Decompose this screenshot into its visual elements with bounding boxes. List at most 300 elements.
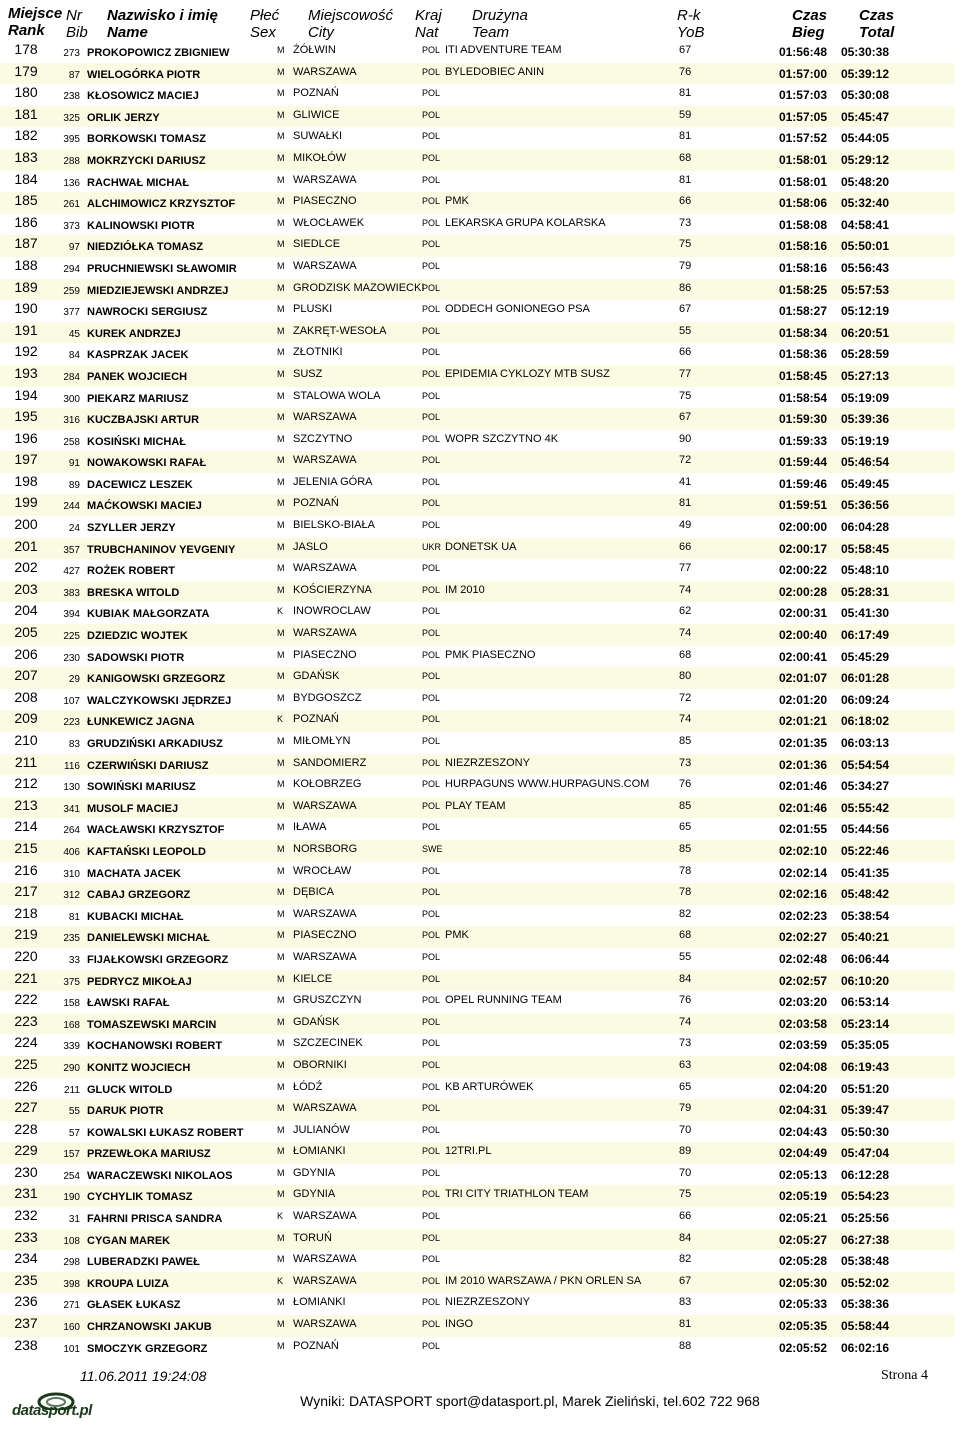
cell-bieg: 02:03:59 [778, 1038, 827, 1053]
cell-bieg: 02:04:20 [778, 1081, 827, 1096]
cell-city: BIELSKO-BIAŁA [293, 519, 375, 532]
cell-rank: 208 [14, 688, 38, 705]
cell-rank: 196 [14, 429, 38, 446]
cell-nat: POL [422, 66, 441, 77]
cell-bib: 130 [63, 782, 80, 794]
cell-nat: POL [422, 584, 441, 595]
header-total: Czas Total [859, 7, 895, 41]
cell-yob: 78 [679, 886, 692, 899]
cell-team: NIEZRZESZONY [445, 1296, 530, 1309]
cell-nat: POL [422, 1232, 441, 1243]
cell-sex: M [277, 1254, 285, 1265]
header-team: Drużyna Team [472, 7, 528, 41]
cell-city: ZŁOTNIKI [293, 346, 343, 359]
cell-sex: M [277, 196, 285, 207]
cell-bieg: 02:01:36 [778, 757, 827, 772]
cell-city: GDYNIA [293, 1188, 336, 1201]
cell-name: CABAJ GRZEGORZ [87, 889, 191, 902]
cell-nat: POL [422, 1081, 441, 1092]
cell-bib: 55 [68, 1106, 80, 1118]
cell-nat: POL [422, 109, 441, 120]
cell-total: 05:19:19 [840, 433, 889, 448]
cell-sex: M [277, 671, 285, 682]
cell-team: DONETSK UA [445, 540, 517, 553]
cell-bib: 254 [63, 1170, 80, 1182]
cell-sex: M [277, 282, 285, 293]
cell-name: KONITZ WOJCIECH [87, 1061, 191, 1074]
cell-bieg: 01:57:05 [778, 109, 827, 124]
cell-name: DZIEDZIC WOJTEK [87, 630, 188, 643]
cell-nat: POL [422, 1103, 441, 1114]
cell-name: PROKOPOWICZ ZBIGNIEW [87, 47, 230, 59]
table-row [0, 63, 955, 85]
footer-datetime: 11.06.2011 19:24:08 [80, 1368, 207, 1384]
cell-total: 05:52:02 [840, 1275, 889, 1290]
cell-bib: 235 [63, 933, 80, 945]
cell-team: KB ARTURÓWEK [445, 1080, 534, 1093]
cell-sex: M [277, 174, 285, 185]
cell-bieg: 02:02:27 [778, 930, 827, 945]
cell-yob: 72 [679, 691, 692, 704]
table-row [0, 1337, 955, 1359]
cell-rank: 228 [14, 1120, 38, 1137]
cell-yob: 77 [679, 367, 692, 380]
cell-nat: POL [422, 498, 441, 509]
cell-name: MAĆKOWSKI MACIEJ [87, 500, 202, 513]
cell-name: PRZEWŁOKA MARIUSZ [87, 1148, 211, 1161]
cell-name: ŁAWSKI RAFAŁ [87, 997, 170, 1010]
cell-bieg: 02:04:43 [778, 1124, 827, 1139]
cell-sex: M [277, 800, 285, 811]
cell-total: 05:39:47 [840, 1103, 889, 1118]
cell-name: GRUDZIŃSKI ARKADIUSZ [87, 738, 223, 750]
cell-bib: 261 [63, 199, 80, 211]
cell-sex: M [277, 865, 285, 876]
cell-city: PIASECZNO [293, 648, 357, 661]
cell-team: BYLEDOBIEC ANIN [445, 65, 545, 78]
cell-city: JULIANÓW [293, 1123, 350, 1136]
cell-total: 06:10:20 [840, 973, 889, 988]
cell-city: ZAKRĘT-WESOŁA [293, 324, 387, 337]
cell-yob: 74 [679, 583, 692, 596]
cell-sex: K [277, 606, 284, 617]
cell-name: MACHATA JACEK [87, 867, 181, 880]
cell-name: WIELOGÓRKA PIOTR [87, 68, 201, 81]
cell-total: 05:30:08 [840, 88, 889, 103]
cell-name: DACEWICZ LESZEK [87, 478, 193, 491]
cell-bib: 87 [68, 69, 80, 81]
cell-yob: 74 [679, 627, 692, 640]
cell-nat: POL [422, 390, 441, 401]
cell-total: 05:58:45 [840, 541, 889, 556]
cell-sex: M [277, 476, 285, 487]
cell-name: PIEKARZ MARIUSZ [87, 392, 189, 405]
header-name: Nazwisko i imię Name [107, 7, 218, 41]
cell-bieg: 01:58:45 [778, 368, 827, 383]
cell-bieg: 02:05:13 [778, 1167, 827, 1182]
cell-team: HURPAGUNS WWW.HURPAGUNS.COM [445, 778, 650, 791]
cell-city: POZNAŃ [293, 497, 339, 510]
table-row [0, 602, 955, 624]
cell-city: WARSZAWA [293, 1210, 357, 1223]
cell-rank: 219 [14, 926, 38, 943]
cell-yob: 74 [679, 713, 692, 726]
cell-total: 05:55:42 [840, 800, 889, 815]
cell-sex: M [277, 1340, 285, 1351]
cell-bib: 108 [63, 1235, 80, 1247]
cell-nat: POL [422, 995, 441, 1006]
table-row [0, 106, 955, 128]
cell-total: 05:28:31 [840, 584, 889, 599]
table-row [0, 948, 955, 970]
cell-yob: 62 [679, 605, 692, 618]
cell-team: LEKARSKA GRUPA KOLARSKA [445, 216, 606, 229]
cell-rank: 193 [14, 364, 38, 381]
cell-sex: M [277, 757, 285, 768]
cell-rank: 179 [14, 62, 38, 79]
table-row [0, 1034, 955, 1056]
table-row [0, 1293, 955, 1315]
cell-team: 12TRI.PL [445, 1145, 492, 1158]
table-row [0, 300, 955, 322]
header-nat: Kraj Nat [415, 7, 442, 41]
cell-rank: 200 [14, 516, 38, 533]
cell-city: OBORNIKI [293, 1058, 347, 1071]
cell-bieg: 01:58:54 [778, 390, 827, 405]
cell-city: WARSZAWA [293, 1253, 357, 1266]
cell-team: EPIDEMIA CYKLOZY MTB SUSZ [445, 367, 610, 380]
cell-yob: 85 [679, 842, 692, 855]
cell-sex: M [277, 1189, 285, 1200]
cell-nat: POL [422, 606, 441, 617]
cell-rank: 207 [14, 667, 38, 684]
cell-sex: M [277, 88, 285, 99]
cell-yob: 75 [679, 1188, 692, 1201]
cell-team: TRI CITY TRIATHLON TEAM [445, 1188, 589, 1201]
cell-rank: 218 [14, 904, 38, 921]
cell-bieg: 01:57:52 [778, 131, 827, 146]
cell-sex: M [277, 995, 285, 1006]
cell-nat: POL [422, 368, 441, 379]
cell-city: IŁAWA [293, 821, 327, 834]
cell-team: NIEZRZESZONY [445, 756, 530, 769]
cell-total: 05:34:27 [840, 779, 889, 794]
cell-city: NORSBORG [293, 842, 358, 855]
table-row [0, 624, 955, 646]
cell-sex: M [277, 239, 285, 250]
cell-yob: 75 [679, 238, 692, 251]
table-row [0, 646, 955, 668]
cell-bib: 339 [63, 1041, 80, 1053]
cell-bib: 101 [63, 1343, 80, 1355]
cell-total: 06:09:24 [840, 692, 889, 707]
cell-yob: 84 [679, 972, 692, 985]
cell-bieg: 01:58:01 [778, 152, 827, 167]
table-row [0, 883, 955, 905]
cell-yob: 83 [679, 1296, 692, 1309]
cell-nat: POL [422, 1189, 441, 1200]
cell-sex: M [277, 541, 285, 552]
cell-bieg: 02:02:14 [778, 865, 827, 880]
cell-rank: 223 [14, 1012, 38, 1029]
cell-sex: M [277, 1016, 285, 1027]
cell-city: SUSZ [293, 367, 323, 380]
cell-bieg: 01:58:08 [778, 217, 827, 232]
cell-city: ŻÓŁWIN [293, 44, 336, 56]
table-row [0, 149, 955, 171]
cell-total: 05:29:12 [840, 152, 889, 167]
cell-bieg: 01:59:33 [778, 433, 827, 448]
cell-bib: 341 [63, 803, 80, 815]
cell-total: 05:48:42 [840, 887, 889, 902]
cell-city: SUWAŁKI [293, 130, 343, 143]
cell-bieg: 01:58:16 [778, 239, 827, 254]
cell-name: MOKRZYCKI DARIUSZ [87, 154, 206, 167]
cell-sex: M [277, 304, 285, 315]
cell-sex: M [277, 368, 285, 379]
cell-city: WARSZAWA [293, 950, 357, 963]
cell-sex: K [277, 714, 284, 725]
cell-yob: 80 [679, 670, 692, 683]
cell-name: CHRZANOWSKI JAKUB [87, 1321, 212, 1334]
cell-nat: POL [422, 1275, 441, 1286]
cell-rank: 230 [14, 1163, 38, 1180]
cell-city: DĘBICA [293, 886, 334, 899]
table-row [0, 1207, 955, 1229]
cell-bib: 294 [63, 263, 80, 275]
cell-team: IM 2010 WARSZAWA / PKN ORLEN SA [445, 1274, 642, 1287]
cell-total: 05:57:53 [840, 282, 889, 297]
cell-team: IM 2010 [445, 583, 485, 596]
cell-total: 05:48:20 [840, 174, 889, 189]
cell-total: 05:19:09 [840, 390, 889, 405]
cell-sex: M [277, 1103, 285, 1114]
cell-name: KALINOWSKI PIOTR [87, 219, 195, 232]
cell-bib: 398 [63, 1278, 80, 1290]
cell-name: NIEDZIÓŁKA TOMASZ [87, 241, 204, 254]
cell-bieg: 02:05:35 [778, 1319, 827, 1334]
cell-sex: M [277, 692, 285, 703]
cell-nat: POL [422, 1211, 441, 1222]
cell-total: 06:04:28 [840, 520, 889, 535]
cell-nat: POL [422, 1167, 441, 1178]
cell-yob: 67 [679, 44, 692, 56]
cell-name: KUBIAK MAŁGORZATA [87, 608, 210, 621]
cell-bieg: 02:00:40 [778, 628, 827, 643]
cell-yob: 65 [679, 1080, 692, 1093]
cell-nat: POL [422, 822, 441, 833]
cell-sex: M [277, 455, 285, 466]
cell-total: 06:01:28 [840, 671, 889, 686]
cell-city: ŁÓDŹ [293, 1080, 323, 1093]
table-row [0, 1121, 955, 1143]
header-yob: R-k YoB [677, 7, 705, 41]
cell-total: 05:38:54 [840, 908, 889, 923]
cell-bieg: 02:01:35 [778, 736, 827, 750]
cell-yob: 88 [679, 1339, 692, 1352]
cell-bib: 45 [68, 328, 80, 340]
cell-nat: POL [422, 282, 441, 293]
table-row [0, 581, 955, 603]
table-row [0, 710, 955, 732]
cell-nat: POL [422, 1038, 441, 1049]
cell-city: WARSZAWA [293, 562, 357, 575]
cell-sex: M [277, 520, 285, 531]
cell-rank: 181 [14, 105, 38, 122]
cell-nat: POL [422, 152, 441, 163]
cell-bieg: 02:02:48 [778, 951, 827, 966]
cell-bib: 29 [68, 674, 80, 686]
table-row [0, 1272, 955, 1294]
cell-sex: M [277, 433, 285, 444]
table-row [0, 1164, 955, 1186]
cell-yob: 66 [679, 195, 692, 208]
cell-city: JELENIA GÓRA [293, 475, 373, 488]
cell-city: TORUŃ [293, 1231, 332, 1244]
cell-bib: 259 [63, 285, 80, 297]
cell-rank: 186 [14, 213, 38, 230]
cell-bib: 91 [68, 458, 80, 470]
cell-rank: 198 [14, 472, 38, 489]
cell-city: WARSZAWA [293, 627, 357, 640]
cell-total: 05:45:29 [840, 649, 889, 664]
cell-total: 06:06:44 [840, 951, 889, 966]
cell-city: STALOWA WOLA [293, 389, 381, 402]
cell-city: POZNAŃ [293, 713, 339, 726]
cell-bib: 116 [64, 760, 80, 772]
cell-bib: 136 [63, 177, 80, 189]
cell-nat: POL [422, 1016, 441, 1027]
cell-bib: 288 [63, 155, 80, 167]
table-row [0, 473, 955, 495]
table-row [0, 343, 955, 365]
cell-sex: M [277, 1232, 285, 1243]
table-row [0, 1056, 955, 1078]
cell-total: 06:20:51 [840, 325, 889, 340]
cell-rank: 184 [14, 170, 38, 187]
cell-name: KASPRZAK JACEK [87, 349, 189, 362]
cell-bib: 97 [68, 242, 80, 254]
table-row [0, 214, 955, 236]
cell-name: GLUCK WITOLD [87, 1083, 173, 1096]
cell-rank: 194 [14, 386, 38, 403]
cell-total: 06:17:49 [840, 628, 889, 643]
cell-bieg: 02:01:20 [778, 692, 827, 707]
cell-total: 04:58:41 [840, 217, 889, 232]
cell-total: 06:18:02 [840, 714, 889, 729]
cell-rank: 204 [14, 602, 38, 619]
cell-bieg: 01:58:16 [778, 260, 827, 275]
cell-name: WALCZYKOWSKI JĘDRZEJ [87, 694, 232, 707]
cell-bieg: 02:03:20 [778, 995, 827, 1010]
cell-name: KAFTAŃSKI LEOPOLD [87, 845, 206, 858]
cell-sex: M [277, 563, 285, 574]
cell-total: 06:12:28 [840, 1167, 889, 1182]
cell-bieg: 01:58:25 [778, 282, 827, 297]
cell-nat: SWE [422, 843, 443, 854]
table-row [0, 1099, 955, 1121]
cell-total: 05:54:23 [840, 1189, 889, 1204]
cell-rank: 210 [14, 732, 38, 748]
cell-rank: 229 [14, 1142, 38, 1159]
cell-sex: M [277, 736, 285, 746]
cell-city: GDAŃSK [293, 670, 340, 683]
cell-yob: 81 [679, 173, 692, 186]
table-row [0, 494, 955, 516]
cell-total: 05:48:10 [840, 563, 889, 578]
cell-bib: 312 [63, 890, 80, 902]
table-row [0, 84, 955, 106]
cell-yob: 85 [679, 735, 692, 747]
cell-nat: POL [422, 1340, 441, 1351]
cell-city: ŁOMIANKI [293, 1145, 346, 1158]
cell-bib: 406 [63, 846, 80, 858]
cell-name: SADOWSKI PIOTR [87, 651, 185, 664]
header-bieg: Czas Bieg [792, 7, 828, 41]
cell-nat: POL [422, 908, 441, 919]
cell-name: SMOCZYK GRZEGORZ [87, 1342, 208, 1355]
cell-bieg: 01:58:06 [778, 196, 827, 211]
cell-nat: POL [422, 476, 441, 487]
table-row [0, 1078, 955, 1100]
cell-rank: 192 [14, 343, 38, 360]
cell-bieg: 02:02:16 [778, 887, 827, 902]
cell-rank: 182 [14, 127, 38, 144]
cell-sex: M [277, 779, 285, 790]
cell-yob: 74 [679, 1015, 692, 1028]
table-row [0, 689, 955, 711]
cell-name: LUBERADZKI PAWEŁ [87, 1256, 200, 1269]
cell-bib: 24 [68, 523, 80, 535]
cell-bib: 316 [63, 415, 80, 427]
cell-sex: M [277, 1297, 285, 1308]
cell-sex: M [277, 325, 285, 336]
cell-bieg: 02:05:33 [778, 1297, 827, 1312]
cell-sex: M [277, 887, 285, 898]
cell-sex: M [277, 584, 285, 595]
cell-bieg: 02:00:31 [778, 606, 827, 621]
cell-sex: M [277, 1038, 285, 1049]
cell-sex: M [277, 930, 285, 941]
cell-sex: K [277, 1275, 284, 1286]
cell-yob: 79 [679, 259, 692, 272]
cell-nat: POL [422, 779, 441, 790]
cell-nat: POL [422, 692, 441, 703]
cell-rank: 216 [14, 861, 38, 878]
cell-total: 05:39:36 [840, 412, 889, 427]
cell-name: BORKOWSKI TOMASZ [87, 133, 206, 146]
cell-bib: 89 [68, 479, 80, 491]
cell-bieg: 01:58:36 [778, 347, 827, 362]
cell-sex: M [277, 973, 285, 984]
cell-bib: 244 [63, 501, 80, 513]
cell-city: KOŁOBRZEG [293, 778, 362, 791]
cell-bieg: 01:59:46 [778, 476, 827, 491]
cell-name: MIEDZIEJEWSKI ANDRZEJ [87, 284, 229, 297]
table-row [0, 235, 955, 257]
cell-nat: POL [422, 930, 441, 941]
cell-city: SZCZYTNO [293, 432, 353, 445]
cell-total: 05:54:54 [840, 757, 889, 772]
cell-total: 05:23:14 [840, 1016, 889, 1031]
cell-yob: 77 [679, 562, 692, 575]
table-row [0, 430, 955, 452]
cell-team: ITI ADVENTURE TEAM [445, 44, 562, 56]
cell-rank: 187 [14, 235, 38, 252]
cell-total: 05:27:13 [840, 368, 889, 383]
cell-bieg: 02:02:10 [778, 843, 827, 858]
cell-total: 06:02:16 [840, 1340, 889, 1355]
